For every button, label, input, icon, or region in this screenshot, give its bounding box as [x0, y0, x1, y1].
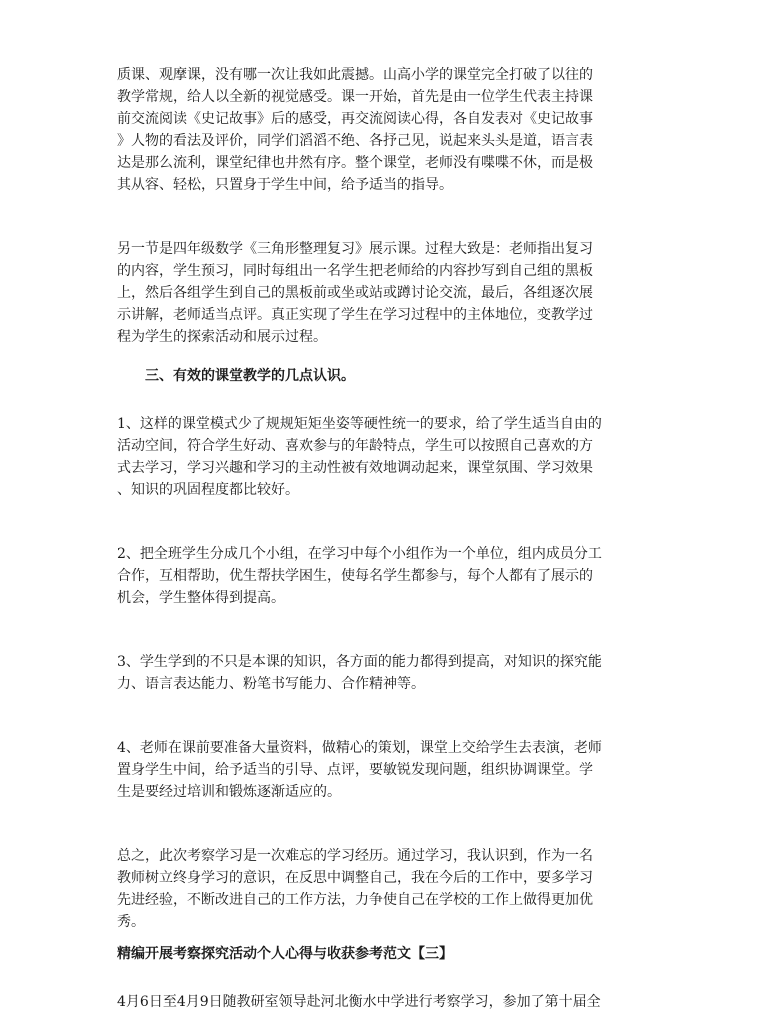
paragraph-summary: 总之，此次考察学习是一次难忘的学习经历。通过学习，我认识到，作为一名 教师树立终身学习的意识，在反思中调整自己，我在今后的工作中，要多学习 先进经验，不断改进自己的工作方法，力争使自己在学校的工作上做得更加优 秀。: [117, 848, 593, 930]
paragraph-classroom-shock: 质课、观摩课，没有哪一次让我如此震撼。山高小学的课堂完全打破了以往的 教学常规，给人以全新的视觉感受。课一开始，首先是由一位学生代表主持课 前交流阅读《史记故事》后的感受，再交流阅读心得，各自发表对《史记故事 》人物的看法及评价，同学们滔滔不绝、各抒己见，说起来头头是道，语言表 达是那么流利，课堂纪律也井然有序。整个课堂，老师没有喋喋不休，而是极 其从容、轻松，只置身于学生中间，给予适当的指导。: [117, 67, 593, 193]
paragraph-point-2: 2、把全班学生分成几个小组，在学习中每个小组作为一个单位，组内成员分工 合作，互相帮助，优生帮扶学困生，使每名学生都参与，每个人都有了展示的 机会，学生整体得到提高。: [117, 546, 602, 606]
document-page: [117, 64, 657, 1013]
article-title-three: 精编开展考察探究活动个人心得与收获参考范文【三】: [117, 946, 453, 962]
paragraph-trip-intro: 4月6日至4月9日随教研室领导赴河北衡水中学进行考察学习，参加了第十届全: [117, 994, 601, 1010]
section-heading-three: 三、有效的课堂教学的几点认识。: [145, 368, 355, 384]
paragraph-point-1: 1、这样的课堂模式少了规规矩矩坐姿等硬性统一的要求，给了学生适当自由的 活动空间，符合学生好动、喜欢参与的年龄特点，学生可以按照自己喜欢的方 式去学习，学习兴趣和学习的主动性被有效地调动起来，课堂氛围、学习效果 、知识的巩固程度都比较好。: [117, 416, 602, 498]
paragraph-point-4: 4、老师在课前要准备大量资料，做精心的策划，课堂上交给学生去表演，老师 置身学生中间，给予适当的引导、点评，要敏锐发现问题，组织协调课堂。学 生是要经过培训和锻炼逐渐适应的。: [117, 740, 602, 800]
paragraph-point-3: 3、学生学到的不只是本课的知识，各方面的能力都得到提高，对知识的探究能 力、语言表达能力、粉笔书写能力、合作精神等。: [117, 654, 602, 692]
paragraph-math-lesson: 另一节是四年级数学《三角形整理复习》展示课。过程大致是：老师指出复习 的内容，学生预习，同时每组出一名学生把老师给的内容抄写到自己组的黑板 上，然后各组学生到自己的黑板前或坐或站或蹲讨论交流，最后，各组逐次展 示讲解，老师适当点评。真正实现了学生在学习过程中的主体地位，变教学过 程为学生的探索活动和展示过程。: [117, 241, 593, 345]
